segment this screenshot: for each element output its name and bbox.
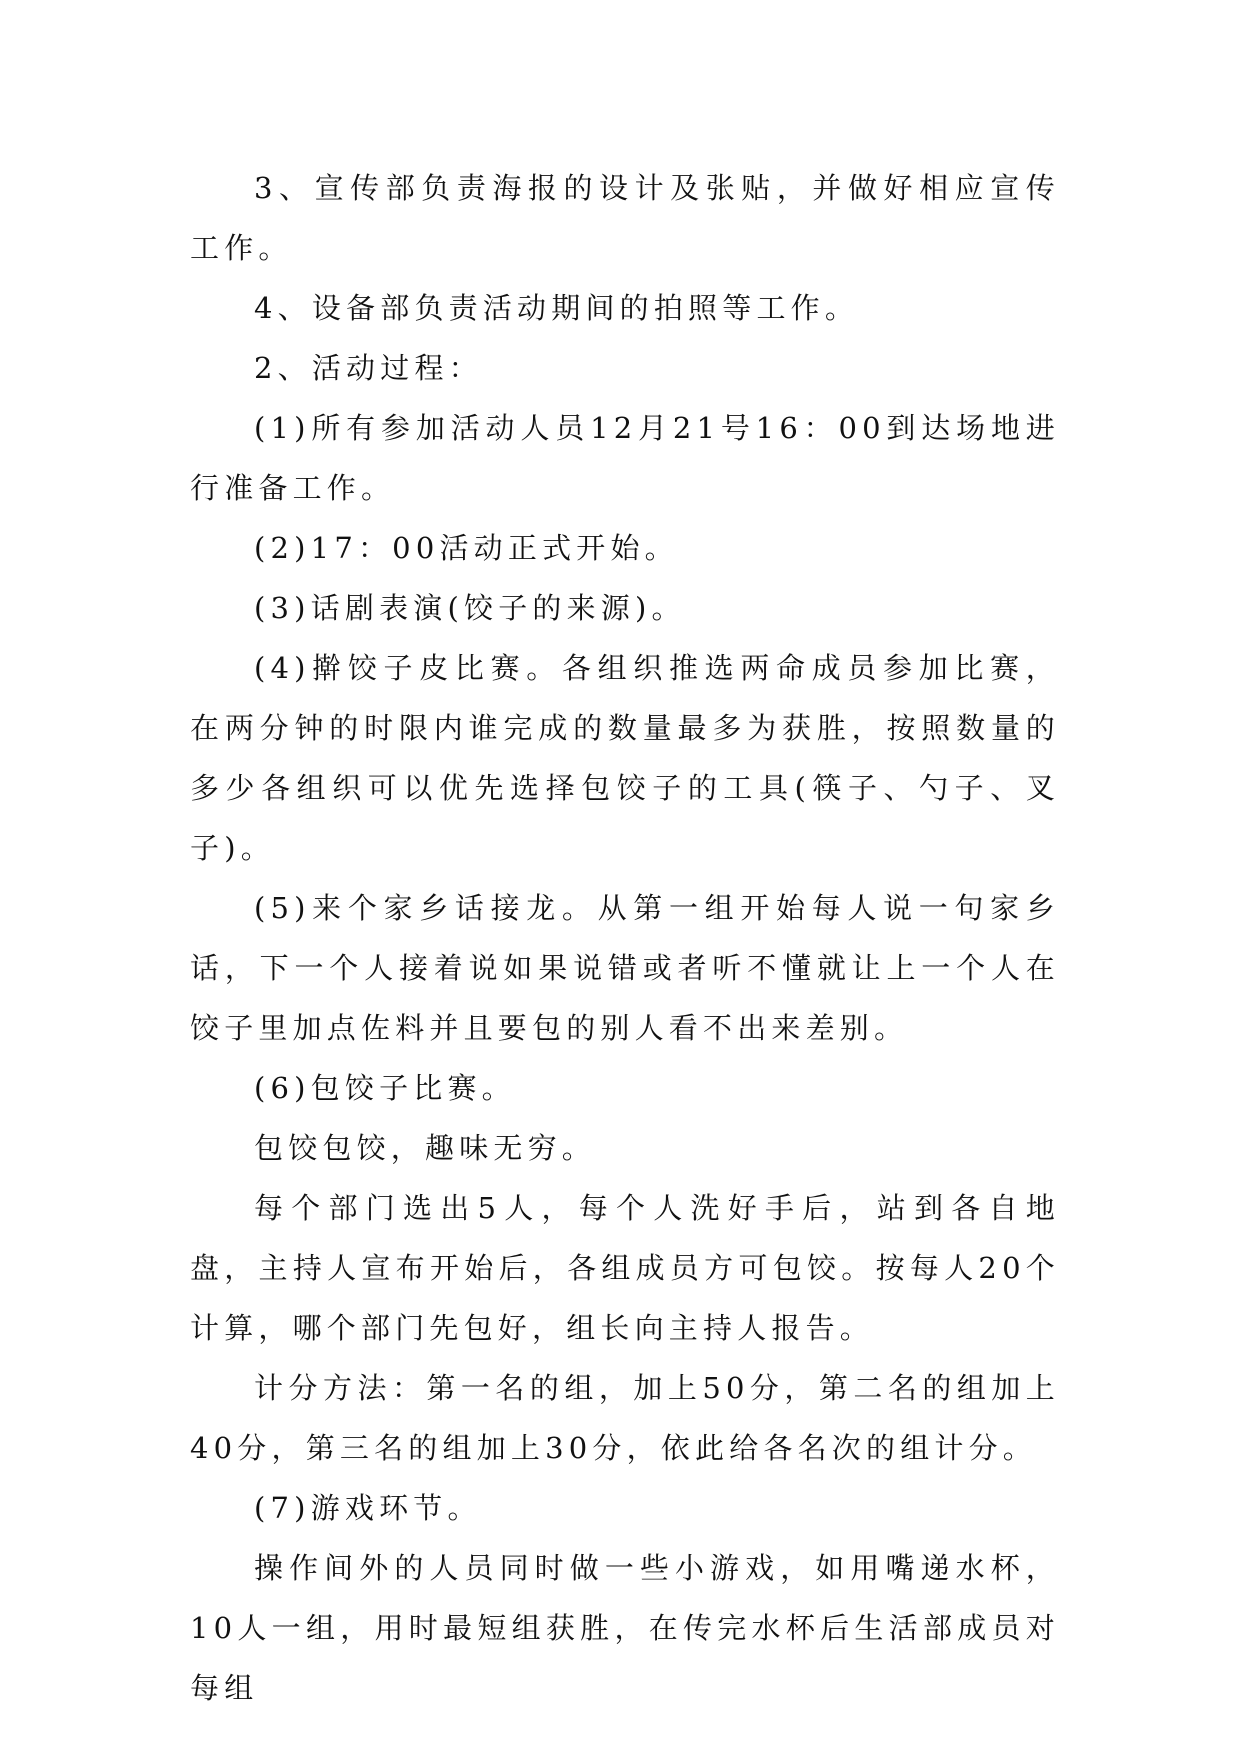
paragraph-step-4: (4)擀饺子皮比赛。各组织推选两命成员参加比赛，在两分钟的时限内谁完成的数量最多为获胜，按照数量的多少各组织可以优先选择包饺子的工具(筷子、勺子、叉子)。 xyxy=(190,651,1060,865)
document-body xyxy=(190,158,1060,1718)
paragraph-step-7: (7)游戏环节。 xyxy=(254,1491,482,1525)
paragraph-publicity: 3、宣传部负责海报的设计及张贴，并做好相应宣传工作。 xyxy=(190,171,1060,265)
paragraph-process-heading: 2、活动过程： xyxy=(254,351,483,385)
paragraph-equipment: 4、设备部负责活动期间的拍照等工作。 xyxy=(254,291,860,325)
paragraph-scoring: 计分方法：第一名的组，加上50分，第二名的组加上40分，第三名的组加上30分，依此给各名次的组计分。 xyxy=(190,1371,1060,1465)
paragraph-rules: 每个部门选出5人，每个人洗好手后，站到各自地盘，主持人宣布开始后，各组成员方可包饺。按每人20个计算，哪个部门先包好，组长向主持人报告。 xyxy=(190,1191,1060,1345)
paragraph-step-5: (5)来个家乡话接龙。从第一组开始每人说一句家乡话，下一个人接着说如果说错或者听不懂就让上一个人在饺子里加点佐料并且要包的别人看不出来差别。 xyxy=(190,891,1060,1045)
paragraph-step-2: (2)17：00活动正式开始。 xyxy=(254,531,679,565)
paragraph-step-3: (3)话剧表演(饺子的来源)。 xyxy=(254,591,686,625)
paragraph-step-6: (6)包饺子比赛。 xyxy=(254,1071,516,1105)
paragraph-games: 操作间外的人员同时做一些小游戏，如用嘴递水杯，10人一组，用时最短组获胜，在传完水杯后生活部成员对每组 xyxy=(190,1551,1060,1705)
paragraph-slogan: 包饺包饺，趣味无穷。 xyxy=(254,1131,597,1165)
paragraph-step-1: (1)所有参加活动人员12月21号16：00到达场地进行准备工作。 xyxy=(190,411,1060,505)
